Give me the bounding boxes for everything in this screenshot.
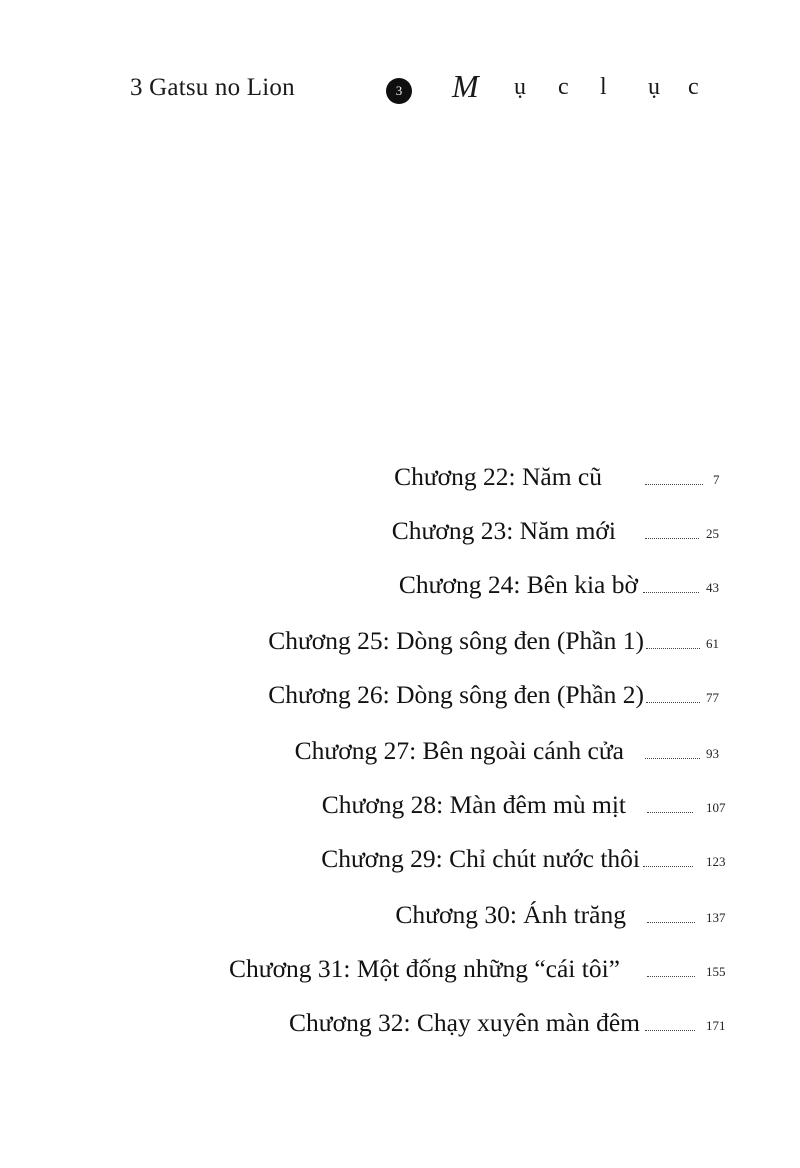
toc-entry[interactable] xyxy=(0,676,800,716)
chapter-title[interactable]: Chương 30: Ánh trăng xyxy=(395,900,626,929)
toc-entry[interactable] xyxy=(0,622,800,662)
chapter-title[interactable]: Chương 24: Bên kia bờ xyxy=(398,570,638,599)
leader-dots xyxy=(643,866,693,867)
chapter-title[interactable]: Chương 32: Chạy xuyên màn đêm xyxy=(289,1008,640,1037)
chapter-title[interactable]: Chương 23: Năm mới xyxy=(391,516,616,545)
toc-heading-letter: c xyxy=(558,74,569,100)
leader-dots xyxy=(647,976,695,977)
series-title: 3 Gatsu no Lion xyxy=(130,74,295,101)
page-number: 7 xyxy=(713,472,720,487)
toc-heading-letter: ụ xyxy=(648,74,660,100)
toc-heading xyxy=(452,68,718,105)
toc-entry[interactable] xyxy=(0,896,800,936)
page-number: 171 xyxy=(706,1018,726,1033)
leader-dots xyxy=(647,922,695,923)
page-header xyxy=(0,68,800,112)
leader-dots xyxy=(646,648,700,649)
page-number: 107 xyxy=(706,800,726,815)
toc-heading-letter: l xyxy=(600,74,607,100)
toc-heading-letter: M xyxy=(452,68,479,104)
leader-dots xyxy=(645,538,699,539)
chapter-title[interactable]: Chương 22: Năm cũ xyxy=(394,462,602,491)
chapter-title[interactable]: Chương 25: Dòng sông đen (Phần 1) xyxy=(268,626,644,655)
page-number: 123 xyxy=(706,854,726,869)
leader-dots xyxy=(646,702,700,703)
toc-entry[interactable] xyxy=(0,1004,800,1044)
page-number: 137 xyxy=(706,910,726,925)
chapter-title[interactable]: Chương 28: Màn đêm mù mịt xyxy=(321,790,626,819)
toc-entry[interactable] xyxy=(0,512,800,552)
page-number: 77 xyxy=(706,690,719,705)
toc-entry[interactable] xyxy=(0,786,800,826)
page-number: 61 xyxy=(706,636,719,651)
leader-dots xyxy=(645,484,703,485)
chapter-title[interactable]: Chương 26: Dòng sông đen (Phần 2) xyxy=(268,680,644,709)
toc-entry[interactable] xyxy=(0,840,800,880)
volume-number-badge: 3 xyxy=(386,78,412,104)
chapter-title[interactable]: Chương 27: Bên ngoài cánh cửa xyxy=(294,736,624,765)
page-number: 93 xyxy=(706,746,719,761)
chapter-title[interactable]: Chương 31: Một đống những “cái tôi” xyxy=(228,954,620,983)
leader-dots xyxy=(645,758,700,759)
leader-dots xyxy=(647,812,693,813)
toc-entry[interactable] xyxy=(0,458,800,498)
leader-dots xyxy=(643,592,699,593)
toc-entry[interactable] xyxy=(0,566,800,606)
toc-entry[interactable] xyxy=(0,732,800,772)
chapter-title[interactable]: Chương 29: Chỉ chút nước thôi xyxy=(321,844,640,873)
toc-heading-letter: c xyxy=(688,74,699,100)
page-number: 43 xyxy=(706,580,719,595)
page-number: 155 xyxy=(706,964,726,979)
toc-heading-letter: ụ xyxy=(514,74,526,100)
page-number: 25 xyxy=(706,526,719,541)
leader-dots xyxy=(645,1030,695,1031)
toc-entry[interactable] xyxy=(0,950,800,990)
